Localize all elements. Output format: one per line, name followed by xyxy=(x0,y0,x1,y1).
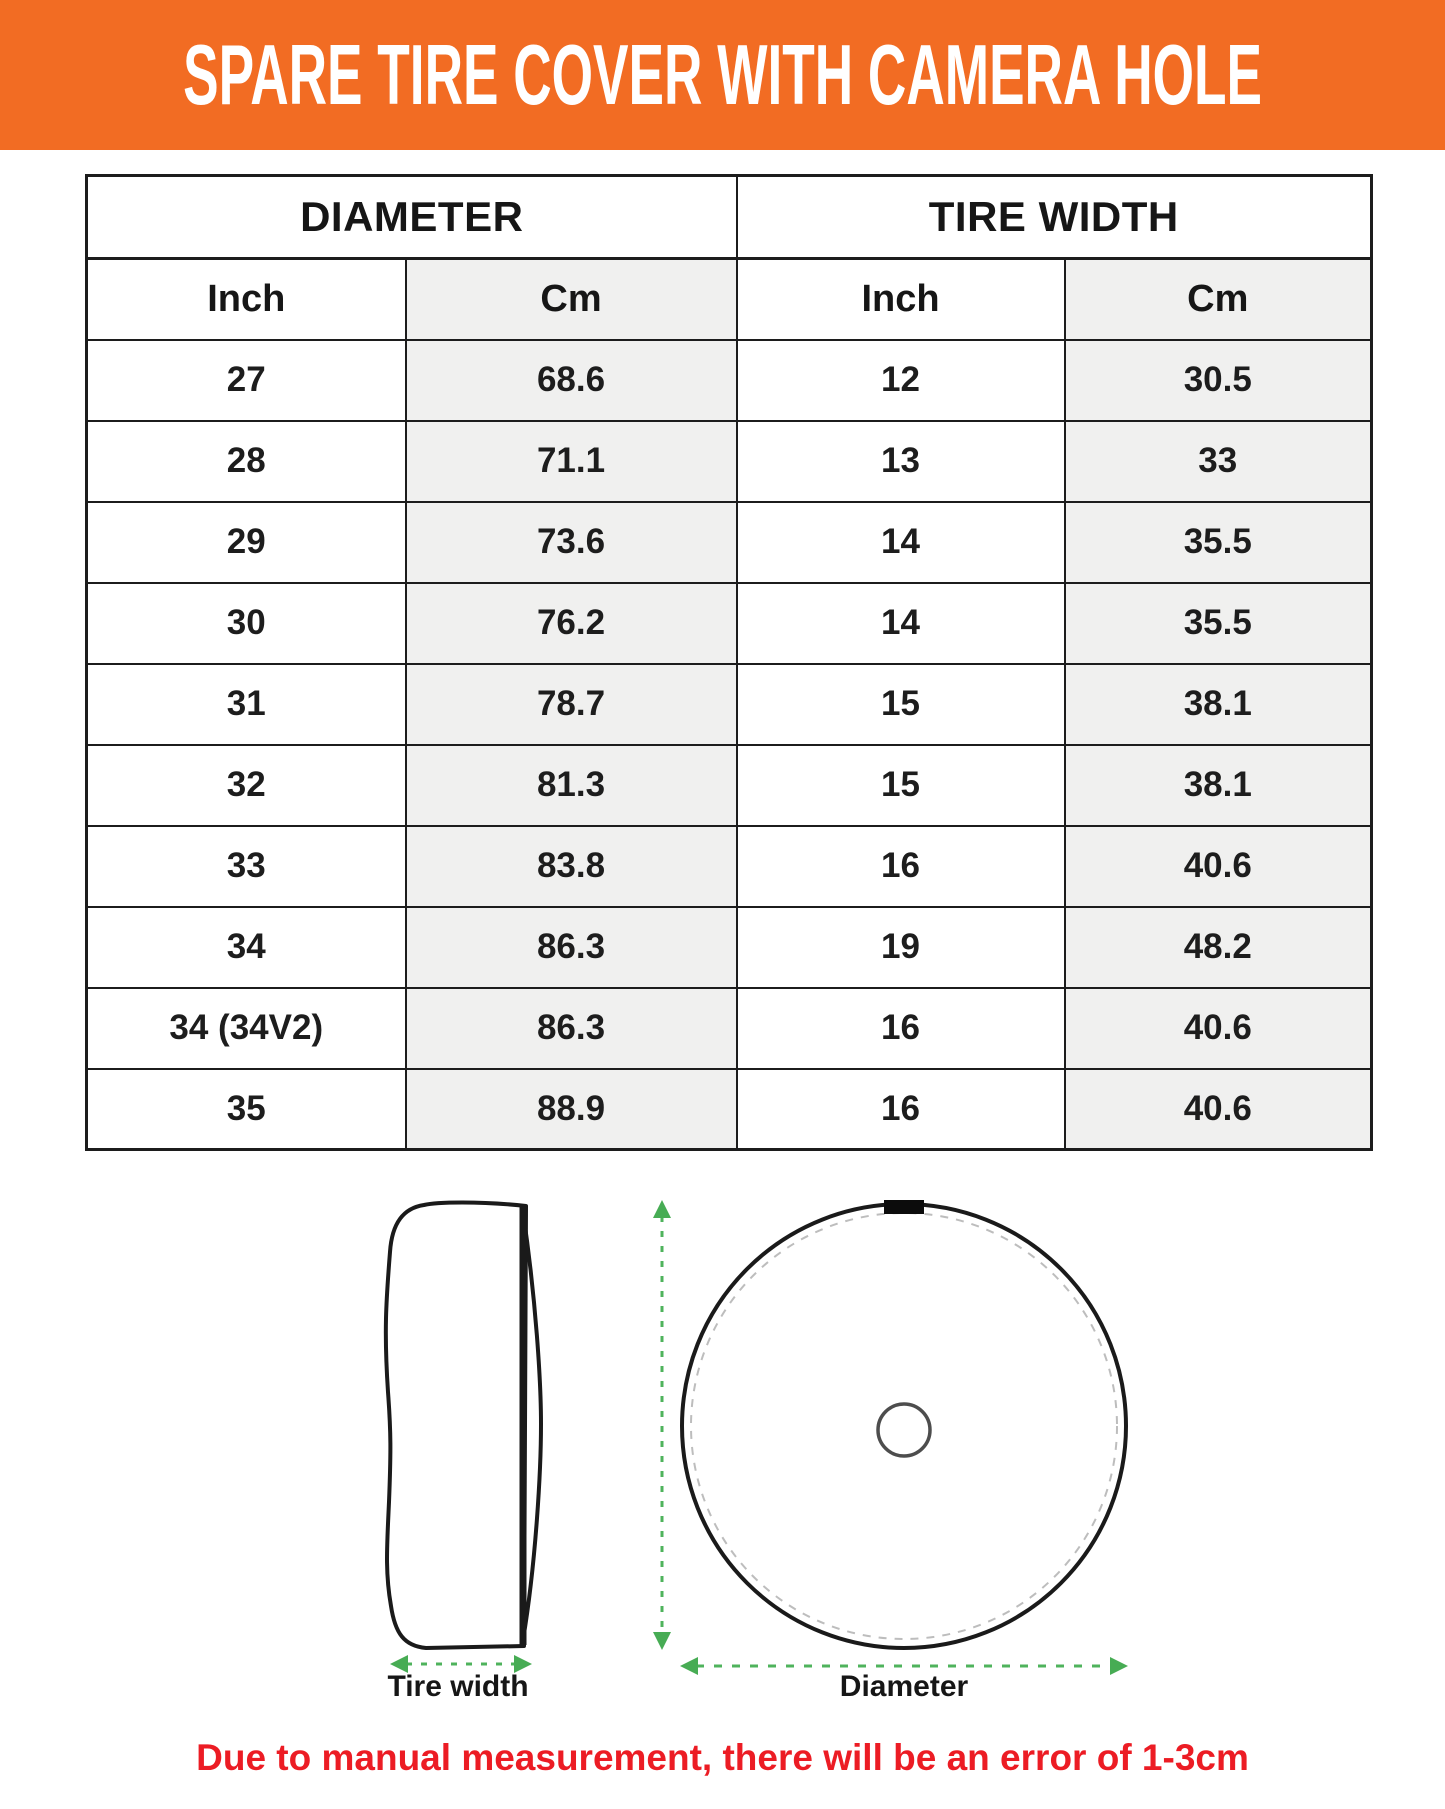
section-header-diameter: DIAMETER xyxy=(87,176,737,259)
cell-diameter-inch: 34 xyxy=(87,907,406,988)
cell-diameter-inch: 34 (34V2) xyxy=(87,988,406,1069)
cell-diameter-cm: 81.3 xyxy=(406,745,737,826)
cell-diameter-cm: 83.8 xyxy=(406,826,737,907)
cell-width-cm: 35.5 xyxy=(1065,502,1372,583)
subheader-diameter-cm: Cm xyxy=(406,259,737,340)
cell-width-cm: 40.6 xyxy=(1065,826,1372,907)
cell-diameter-inch: 31 xyxy=(87,664,406,745)
table-row xyxy=(87,988,1372,1069)
title-banner xyxy=(0,0,1445,150)
cell-diameter-inch: 33 xyxy=(87,826,406,907)
cell-diameter-cm: 76.2 xyxy=(406,583,737,664)
cell-diameter-cm: 88.9 xyxy=(406,1069,737,1150)
cell-diameter-inch: 32 xyxy=(87,745,406,826)
tire-side-view xyxy=(386,1203,541,1649)
cell-width-cm: 38.1 xyxy=(1065,745,1372,826)
tire-width-label: Tire width xyxy=(387,1670,529,1703)
table-row xyxy=(87,502,1372,583)
cell-width-cm: 38.1 xyxy=(1065,664,1372,745)
cell-diameter-cm: 71.1 xyxy=(406,421,737,502)
height-arrow xyxy=(653,1200,671,1650)
cell-width-inch: 14 xyxy=(737,583,1065,664)
size-table xyxy=(85,174,1373,1151)
cell-diameter-cm: 73.6 xyxy=(406,502,737,583)
cell-width-inch: 19 xyxy=(737,907,1065,988)
cell-width-inch: 16 xyxy=(737,988,1065,1069)
section-header-tire-width: TIRE WIDTH xyxy=(737,176,1372,259)
cell-width-inch: 16 xyxy=(737,1069,1065,1150)
cell-diameter-cm: 78.7 xyxy=(406,664,737,745)
cell-diameter-inch: 29 xyxy=(87,502,406,583)
subheader-width-cm: Cm xyxy=(1065,259,1372,340)
cell-diameter-cm: 86.3 xyxy=(406,988,737,1069)
cell-diameter-inch: 27 xyxy=(87,340,406,421)
cell-width-inch: 15 xyxy=(737,745,1065,826)
table-row xyxy=(87,583,1372,664)
cell-width-inch: 15 xyxy=(737,664,1065,745)
cell-width-cm: 40.6 xyxy=(1065,1069,1372,1150)
table-row xyxy=(87,907,1372,988)
table-row xyxy=(87,340,1372,421)
tire-diagram xyxy=(0,1150,1445,1710)
table-row xyxy=(87,664,1372,745)
cell-width-cm: 35.5 xyxy=(1065,583,1372,664)
cell-width-cm: 48.2 xyxy=(1065,907,1372,988)
page-title: SPARE TIRE COVER WITH CAMERA HOLE xyxy=(183,27,1262,123)
valve-mark xyxy=(884,1200,924,1214)
table-row xyxy=(87,745,1372,826)
subheader-width-inch: Inch xyxy=(737,259,1065,340)
cell-diameter-inch: 28 xyxy=(87,421,406,502)
cell-diameter-cm: 68.6 xyxy=(406,340,737,421)
diameter-label: Diameter xyxy=(839,1670,969,1703)
table-row xyxy=(87,1069,1372,1150)
measurement-error-note: Due to manual measurement, there will be an error of 1-3cm xyxy=(196,1737,1249,1778)
cell-diameter-cm: 86.3 xyxy=(406,907,737,988)
cell-width-cm: 40.6 xyxy=(1065,988,1372,1069)
table-row xyxy=(87,826,1372,907)
cell-width-inch: 16 xyxy=(737,826,1065,907)
cell-diameter-inch: 35 xyxy=(87,1069,406,1150)
cell-diameter-inch: 30 xyxy=(87,583,406,664)
subheader-diameter-inch: Inch xyxy=(87,259,406,340)
cell-width-cm: 30.5 xyxy=(1065,340,1372,421)
cell-width-inch: 13 xyxy=(737,421,1065,502)
camera-hole xyxy=(878,1404,930,1456)
tire-front-view xyxy=(682,1200,1126,1648)
cell-width-cm: 33 xyxy=(1065,421,1372,502)
table-row xyxy=(87,421,1372,502)
table-section-header-row xyxy=(87,176,1372,259)
cell-width-inch: 12 xyxy=(737,340,1065,421)
cell-width-inch: 14 xyxy=(737,502,1065,583)
table-subheader-row xyxy=(87,259,1372,340)
